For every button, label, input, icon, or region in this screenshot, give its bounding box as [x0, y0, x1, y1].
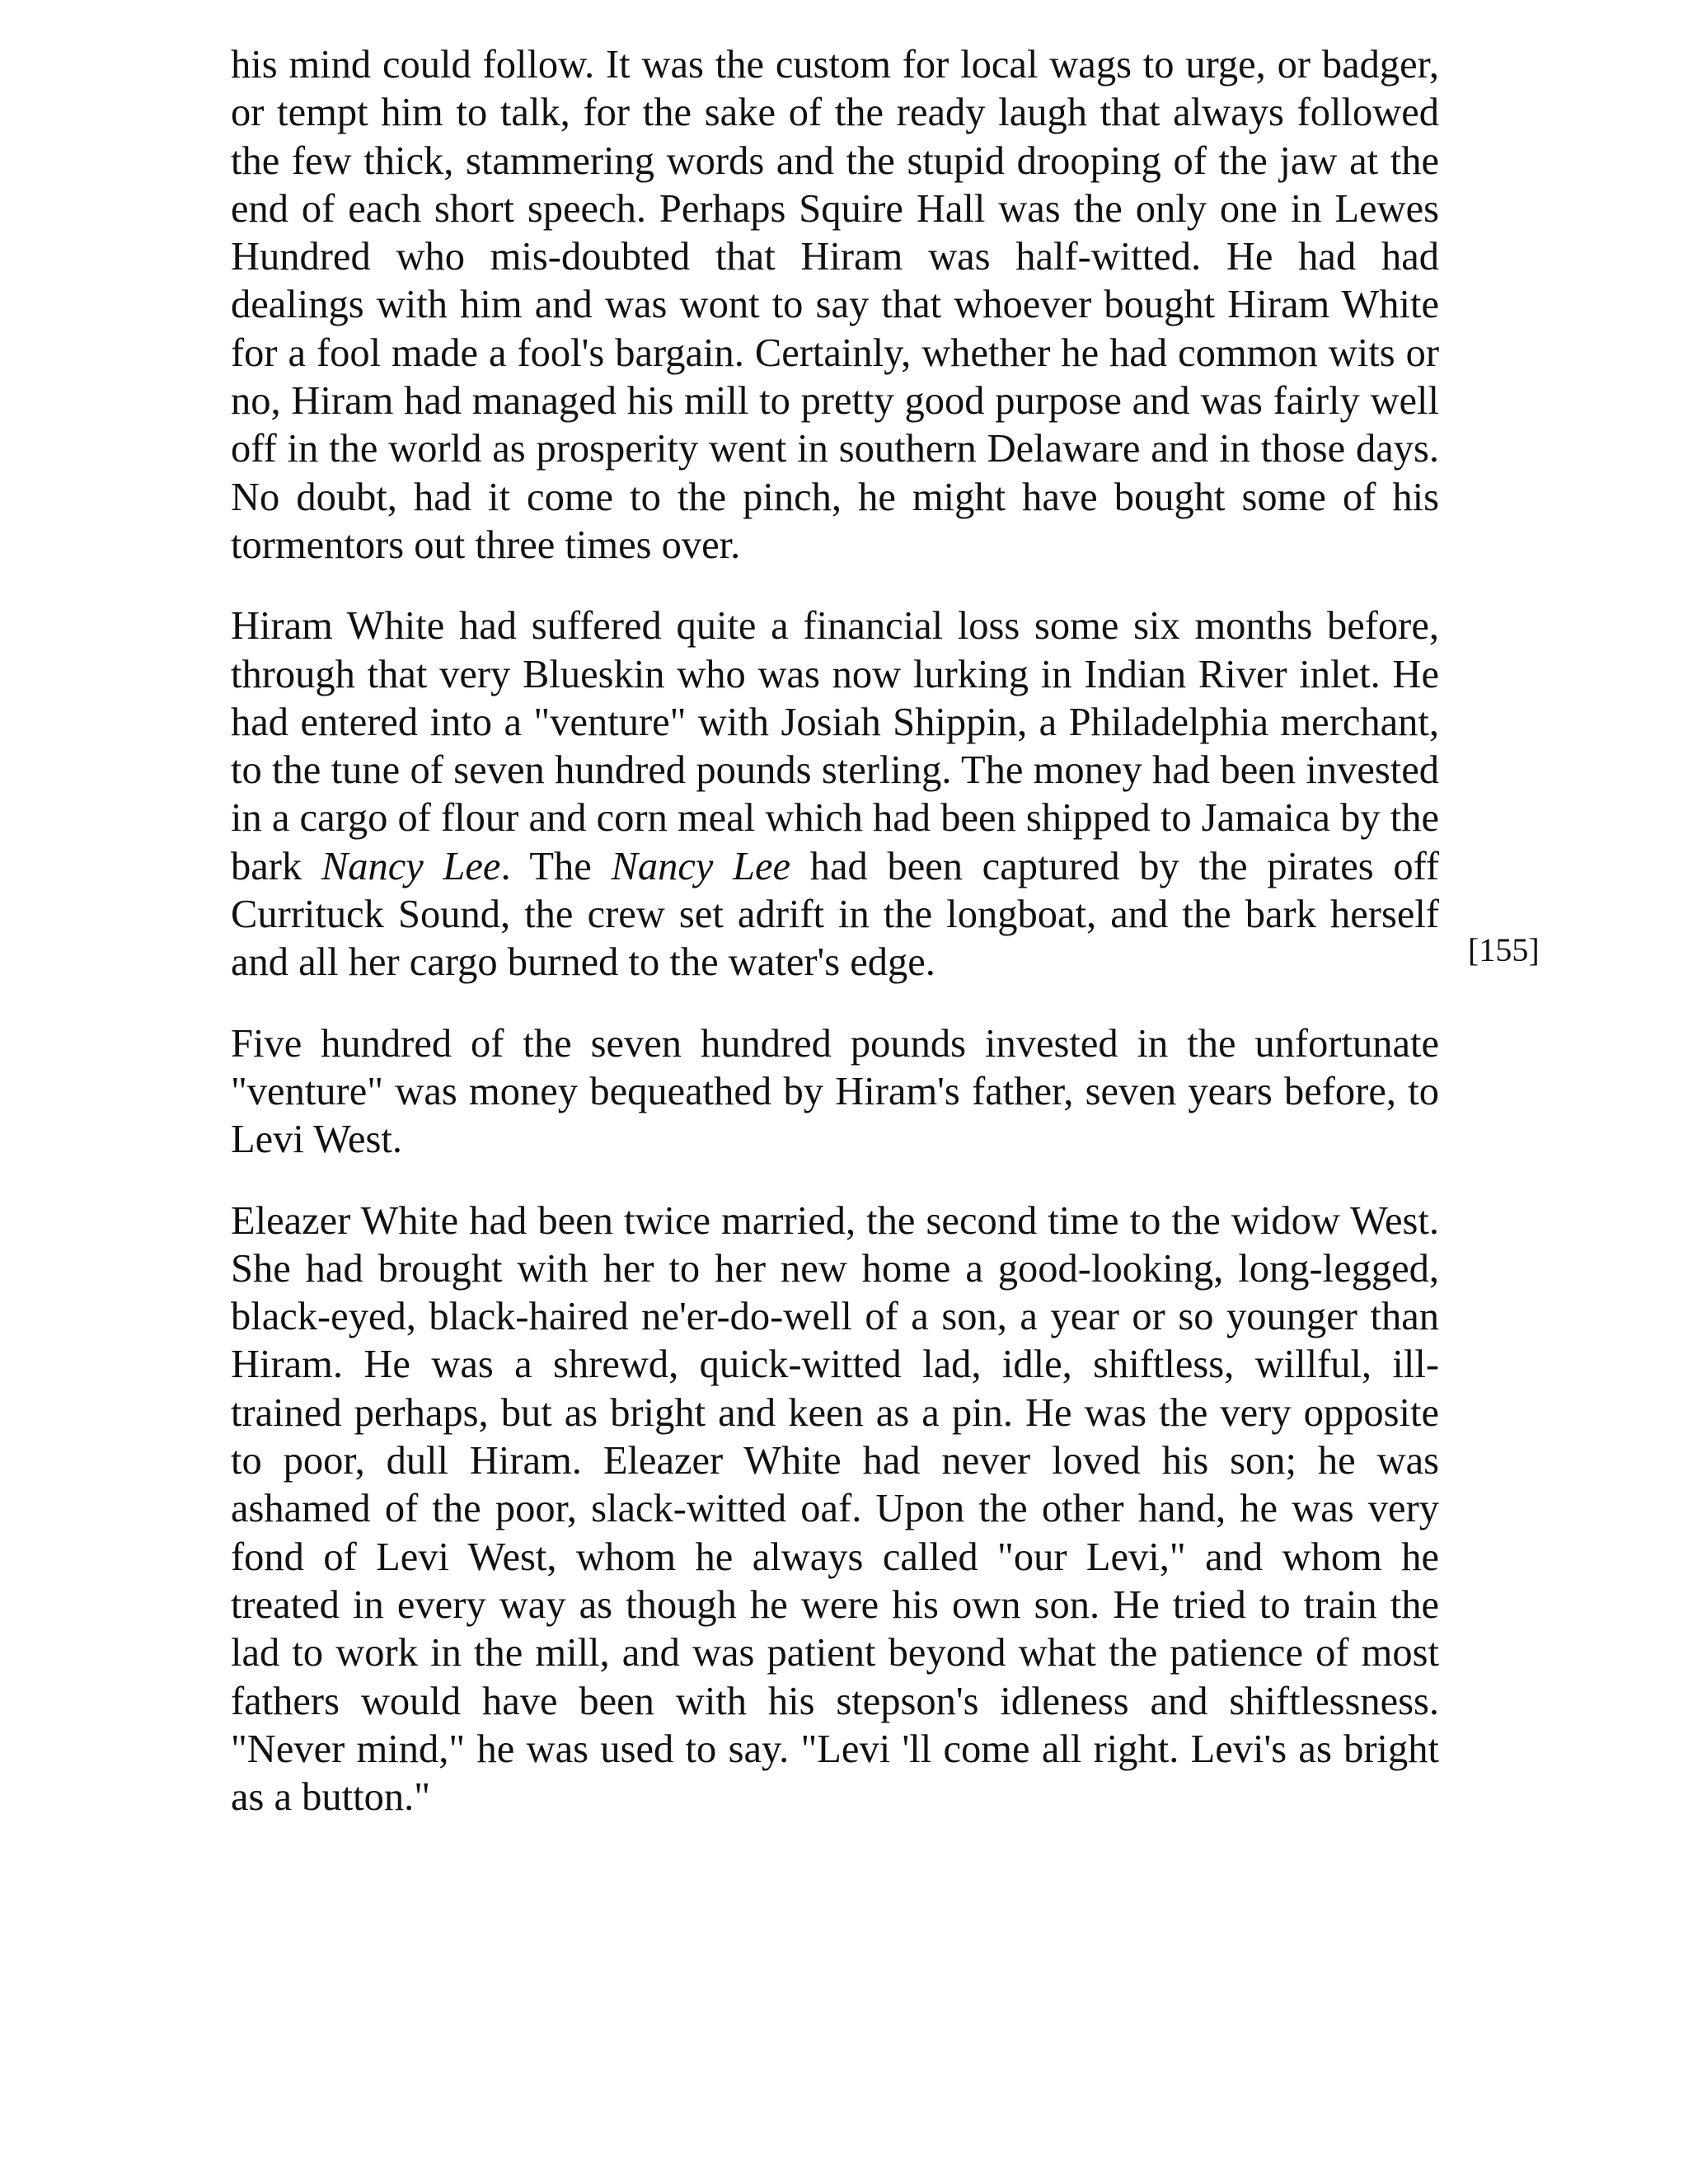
paragraph-3 [231, 1020, 1439, 1165]
page-number: [155] [1468, 931, 1540, 968]
paragraph-2 [231, 602, 1439, 987]
text-column [231, 41, 1439, 1854]
paragraph-2-text-c: had been captured by the pirates off Currituck Sound, the crew set adrift in the longboat, and the bark herself and all her cargo burned to the water's edge. [231, 844, 1440, 985]
paragraph-3-text: Five hundred of the seven hundred pounds invested in the unfortunate "venture" was money bequeathed by Hiram's father, seven years before, to Levi West. [231, 1021, 1439, 1162]
paragraph-2-text-a: Hiram White had suffered quite a financial loss some six months before, through that very Blueskin who was now lurking in Indian River inlet. He had entered into a "venture" with Josiah Shippin, a Philadelphia merchant, to the tune of seven hundred pounds sterling. The money had been invested in a cargo of flour and corn meal which had been shipped to Jamaica by the bark [231, 604, 1439, 888]
paragraph-4 [231, 1197, 1439, 1822]
paragraph-2-text-b: . The [500, 844, 612, 888]
paragraph-1-text: his mind could follow. It was the custom for local wags to urge, or badger, or tempt him to talk, for the sake of the ready laugh that always followed the few thick, stammering words and the stupid drooping of the jaw at the end of each short speech. Perhaps Squire Hall was the only one in Lewes Hundred who mis-doubted that Hiram was half-witted. He had had dealings with him and was wont to say that whoever bought Hiram White for a fool made a fool's bargain. Certainly, whether he had common wits or no, Hiram had managed his mill to pretty good purpose and was fairly well off in the world as prosperity went in southern Delaware and in those days. No doubt, had it come to the pinch, he might have bought some of his tormentors out three times over. [231, 43, 1439, 567]
ship-name-italic: Nancy Lee [321, 844, 501, 888]
ship-name-italic: Nancy Lee [611, 844, 791, 888]
paragraph-1 [231, 41, 1439, 569]
paragraph-4-text: Eleazer White had been twice married, the second time to the widow West. She had brought with her to her new home a good-looking, long-legged, black-eyed, black-haired ne'er-do-well of a son, a year or so younger than Hiram. He was a shrewd, quick-witted lad, idle, shiftless, willful, ill-trained perhaps, but as bright and keen as a pin. He was the very opposite to poor, dull Hiram. Eleazer White had never loved his son; he was ashamed of the poor, slack-witted oaf. Upon the other hand, he was very fond of Levi West, whom he always called "our Levi," and whom he treated in every way as though he were his own son. He tried to train the lad to work in the mill, and was patient beyond what the patience of most fathers would have been with his stepson's idleness and shiftlessness. "Never mind," he was used to say. "Levi 'll come all right. Levi's as bright as a button." [231, 1198, 1439, 1820]
